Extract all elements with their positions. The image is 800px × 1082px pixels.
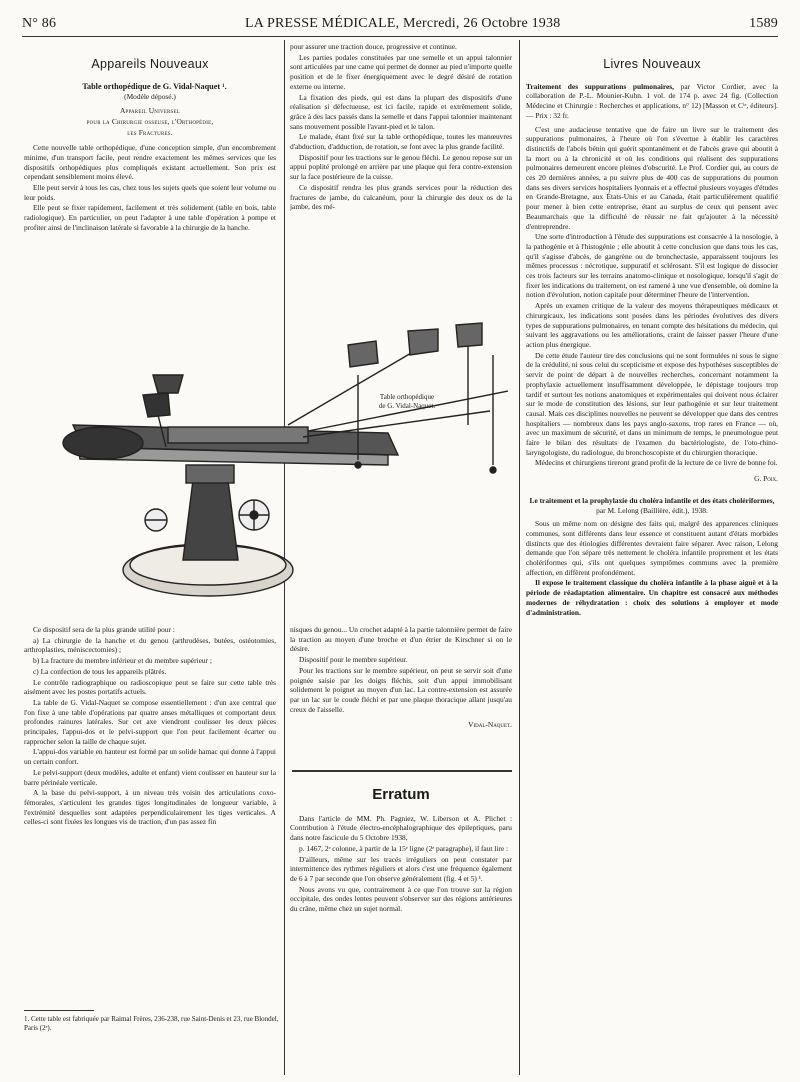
- paragraph: pour assurer une traction douce, progressive et continue.: [290, 42, 457, 51]
- paragraph: nisques du genou... Un crochet adapté à la partie talonnière permet de faire la traction au moyen d'une broche et d'un étrier de Kirschner si on le désire.: [290, 625, 512, 654]
- paragraph: p. 1467, 2ᵉ colonne, à partir de la 15ᵉ ligne (2ᵉ paragraphe), il faut lire :: [299, 843, 509, 853]
- paragraph: Médecins et chirurgiens tireront grand profit de la lecture de ce livre de bonne foi.: [535, 458, 778, 468]
- book-title: Le traitement et la prophylaxie du choléra infantile et des états cholériformes,: [529, 495, 775, 505]
- book-review-header: [526, 82, 778, 121]
- subtitle-line: Appareil Universel: [119, 106, 181, 116]
- paragraph: De cette étude l'auteur tire des conclusions qui ne sont formulées ni sous le signe de la crédulité, ni sous celui du scepticisme et expose des hypothèses susceptibles de servir de point de départ à de nouvelles recherches, concernant notamment la prophylaxie actuellement insuffisamment développée, le dépistage toujours trop tardif et surtout les notions anatomiques et expérimentales qui doivent nous éclairer sur le mode de constitution des lésions, sur leur pathogénie et sur leur traitement causal. Mais ces disciplines nouvelles ne peuvent se développer que dans des centres hospitaliers — nombreux dans les pays anglo-saxons, trop rares en France — où, avec un maximum de sécurité, et dans un minimum de temps, le pneumologue peut faire le bilan des résultats de l'examen du bactériologiste, de l'oto-rhino-laryngologiste, du radiologue, du bronchoscopiste et du chirurgien thoracique.: [526, 350, 778, 457]
- signature: Vidal-Naquet.: [468, 720, 512, 730]
- book-reference: par Victor Cordier, avec la collaboration de P.-L. Mounier-Kuhn. 1 vol. de 174 p. avec 24 fig. (Collection Médecine et Chirurgie : Recherches et applications, n° 12) [Masson et Cⁱᵉ, éditeurs]. — Prix : 32 fr.: [526, 81, 778, 120]
- reviewer-signature: G. Poix.: [754, 474, 778, 484]
- running-header: [22, 10, 778, 32]
- paragraph: Le malade, étant fixé sur la table orthopédique, toutes les manœuvres d'abduction, d'adduction, de rotation, se font avec la plus grande facilité.: [290, 132, 512, 152]
- subtitle-line: les Fractures.: [127, 127, 173, 137]
- list-item: a) La chirurgie de la hanche et du genou (arthrodèses, butées, ostéotomies, arthroplasties, méniscectomies) ;: [24, 635, 276, 655]
- paragraph: Une sorte d'introduction à l'étude des suppurations est consacrée à la nosologie, à la pathogénie et à l'histogénie ; elle aboutit à cette conclusion que dans tous les cas, qu'il s'agisse d'abcès, de gangrène ou de bronchectasie, apparaissent toujours les mêmes processus : nécrotique, suppuratif et sclérosant. S'il est logique de dissocier ces trois facteurs sur les terrains anatomo-clinique et nosologique, lorsqu'il s'agit de fixer les indications du traitement, on est ramené à une vue d'ensemble, où domine la notion d'évolution, notion capitale pour déterminer l'heure de l'intervention.: [526, 232, 778, 300]
- journal-title: LA PRESSE MÉDICALE, Mercredi, 26 Octobre 1938: [244, 16, 561, 31]
- orthopedic-table-illustration: [58, 315, 508, 615]
- paragraph: Elle peut se fixer rapidement, facilement et très solidement (table en bois, table radiologique). En particulier, on peut l'adapter à une table d'opération à pompe et profiter ainsi de l'inclinaison latérale si favorable à la chirurgie de la hanche.: [24, 203, 276, 232]
- paragraph: Dispositif pour le membre supérieur.: [299, 655, 408, 665]
- book-review-header: [526, 496, 778, 515]
- section-title-appareils: Appareils Nouveaux: [91, 57, 209, 71]
- erratum-rule: [292, 770, 512, 772]
- subtitle-line: pour la Chirurgie osseuse, l'Orthopédie,: [86, 116, 214, 126]
- paragraph: Cette nouvelle table orthopédique, d'une conception simple, d'un encombrement minime, d'un transport facile, peut rendre exactement les mêmes services que les dispositifs orthopédiques plus compliqués existant actuellement. Son prix est cependant sensiblement moins élevé.: [24, 143, 276, 182]
- paragraph: Le pelvi-support (deux modèles, adulte et enfant) vient coulisser en hauteur sur la barre périnéale verticale.: [24, 767, 276, 787]
- caption-line: de G. Vidal-Naquet.: [378, 402, 436, 410]
- paragraph: La table de G. Vidal-Naquet se compose essentiellement : d'un axe central que l'on fixe à une table d'opérations par quatre anses métalliques et comportant deux profondes rainures latérales. Sur cet axe viendront coulisser les deux pièces principales, l'appui-dos et le pelvi-support que l'on peut facilement écarter ou rapprocher selon la taille de chaque sujet.: [24, 697, 276, 746]
- paragraph: Il expose le traitement classique du choléra infantile à la phase aiguë et à la période de réadaptation alimentaire. Un chapitre est consacré aux méthodes modernes de réhydratation : choix des solutions à employer et mode d'administration.: [526, 578, 778, 617]
- paragraph: Pour les tractions sur le membre supérieur, on peut se servir soit d'une poignée saisie par les doigts fléchis, soit d'un appui immobilisant solidement le poignet au moyen d'un lac. La contre-extension est assurée par un lac sur le coude fléchi et par une plaque thoracique allant jusqu'au creux de l'aisselle.: [290, 665, 512, 714]
- paragraph: L'appui-dos variable en hauteur est formé par un solide hamac qui donne à l'appui un certain confort.: [24, 747, 276, 767]
- erratum-title: Erratum: [372, 786, 430, 803]
- figure-caption: [368, 393, 446, 411]
- paragraph: La fixation des pieds, qui est dans la plupart des dispositifs d'une réalisation si défectueuse, est ici facile, rapide et extrêmement solide, grâce à des lacs passés dans la semelle et dans l'appui talonnier maintenant sans mouvement possible l'avant-pied et le talon.: [290, 92, 512, 131]
- footnote: 1. Cette table est fabriquée par Raimal Frères, 236-238, rue Saint-Denis et 23, rue Blondel, Paris (2ᵉ).: [24, 1015, 279, 1032]
- list-item: b) La fracture du membre inférieur et du membre supérieur ;: [33, 656, 212, 666]
- livres-nouveaux-column: [526, 57, 778, 618]
- section-title-livres: Livres Nouveaux: [603, 57, 701, 71]
- paragraph: Sous un même nom on désigne des faits qui, malgré des apparences cliniques communes, sont différents dans leur essence et constituent autant d'états morbides distincts que des étiologies différentes devraient faire séparer. Avec raison, Lelong demande que l'on sépare très nettement le choléra infantile proprement et les états cholériformes qui, s'ils ont quelques symptômes communs avec la première affection, en diffèrent profondément.: [526, 519, 778, 577]
- paragraph: Dans l'article de MM. Ph. Pagniez, W. Liberson et A. Plichet : Contribution à l'étude électro-encéphalographique des épileptiques, paru dans notre fascicule du 5 Octobre 1938,: [290, 813, 512, 843]
- list-item: c) La confection de tous les appareils plâtrés.: [33, 666, 167, 676]
- page-number: 1589: [749, 16, 778, 31]
- paragraph: A la base du pelvi-support, à un niveau très voisin des articulations coxo-fémorales, s'articulent les grandes tiges longitudinales de longueur variable, à l'extrémité desquelles sont adaptées perpendiculairement les tiges verticales. A celles-ci sont fixées les longues vis de traction, d'un pas assez fin: [24, 788, 276, 827]
- header-rule: [22, 36, 778, 37]
- paragraph: Le contrôle radiographique ou radioscopique peut se faire sur cette table très aisément avec les postes portatifs actuels.: [24, 677, 276, 697]
- caption-line: Table orthopédique: [379, 393, 435, 401]
- appareils-article-continued: [290, 42, 512, 213]
- article-title: Table orthopédique de G. Vidal-Naquet ¹.: [82, 81, 227, 91]
- paragraph: Ce dispositif rendra les plus grands services pour la réduction des fractures de jambe, du calcanéum, pour la chirurgie des deux os de la jambe, des mé-: [290, 182, 512, 212]
- erratum-box: [290, 786, 512, 915]
- book-reference: par M. Lelong (Baillière, édit.), 1938.: [596, 505, 708, 515]
- appareils-article-end: [290, 625, 512, 731]
- footnote-rule: [24, 1010, 94, 1011]
- model-note: (Modèle déposé.): [124, 92, 176, 102]
- column-divider-2: [519, 40, 520, 1075]
- paragraph: C'est une audacieuse tentative que de faire un livre sur le traitement des suppurations pulmonaires, à l'heure où l'on s'évertue à établir les caractères distinctifs de l'abcès bénin qui guérit spontanément et de l'abcès grave qui aboutit à la mort ou à la chronicité et où les conditions qui réalisent des suppurations pulmonaires demeurent encore pleines d'obscurité. Le Prof. Cordier qui, au cours de ces 20 dernières années, a pu suivre plus de 400 cas de suppurations du poumon dans ses divers services hospitaliers lyonnais et a effectué plusieurs voyages d'études en Grande-Bretagne, aux États-Unis et au Canada, était particulièrement qualifié pour mener à bien cette entreprise, étant au surplus de ceux qui pensent avec Beaumarchais que la difficulté de réussir ne fait qu'ajouter à la nécessité d'entreprendre.: [526, 124, 778, 231]
- appareils-article-bottom: [24, 625, 276, 828]
- paragraph: Ce dispositif sera de la plus grande utilité pour :: [33, 625, 175, 634]
- paragraph: Nous avons vu que, contrairement à ce que l'on trouve sur la région occipitale, des ondes lentes peuvent s'observer sur des régions antérieures du crâne, même chez un sujet normal.: [290, 884, 512, 914]
- paragraph: Dispositif pour les tractions sur le genou fléchi. Le genou repose sur un appui poplité prolongé en arrière par une plaque qui fera contre-extension sur la face postérieure de la cuisse.: [290, 152, 512, 182]
- paragraph: Elle peut servir à tous les cas, chez tous les sujets quels que soient leur volume ou leur poids.: [24, 183, 276, 202]
- paragraph: Les parties podales constituées par une semelle et un appui talonnier sont articulées par une came qui permet de donner au pied n'importe quelle position et de le fixer énergiquement avec le degré désiré de rotation externe ou interne.: [290, 52, 512, 91]
- issue-number: N° 86: [22, 16, 57, 31]
- paragraph: D'ailleurs, même sur les tracés irréguliers on peut constater par intermittence des rythmes réguliers et alors c'est une fréquence également de 6 à 7 par seconde que l'on observe généralement (fig. 4 et 5) ¹.: [290, 854, 512, 883]
- paragraph: Après un examen critique de la valeur des moyens thérapeutiques médicaux et chirurgicaux, les indications sont posées dans les périodes évolutives des divers types de suppurations pulmonaires, en tenant compte des hésitations du médecin, qui suivant les aggravations ou les améliorations, craint de laisser passer l'heure d'une action plus énergique.: [526, 301, 778, 349]
- book-title: Traitement des suppurations pulmonaires,: [526, 81, 674, 91]
- appareils-article-top: [24, 57, 276, 234]
